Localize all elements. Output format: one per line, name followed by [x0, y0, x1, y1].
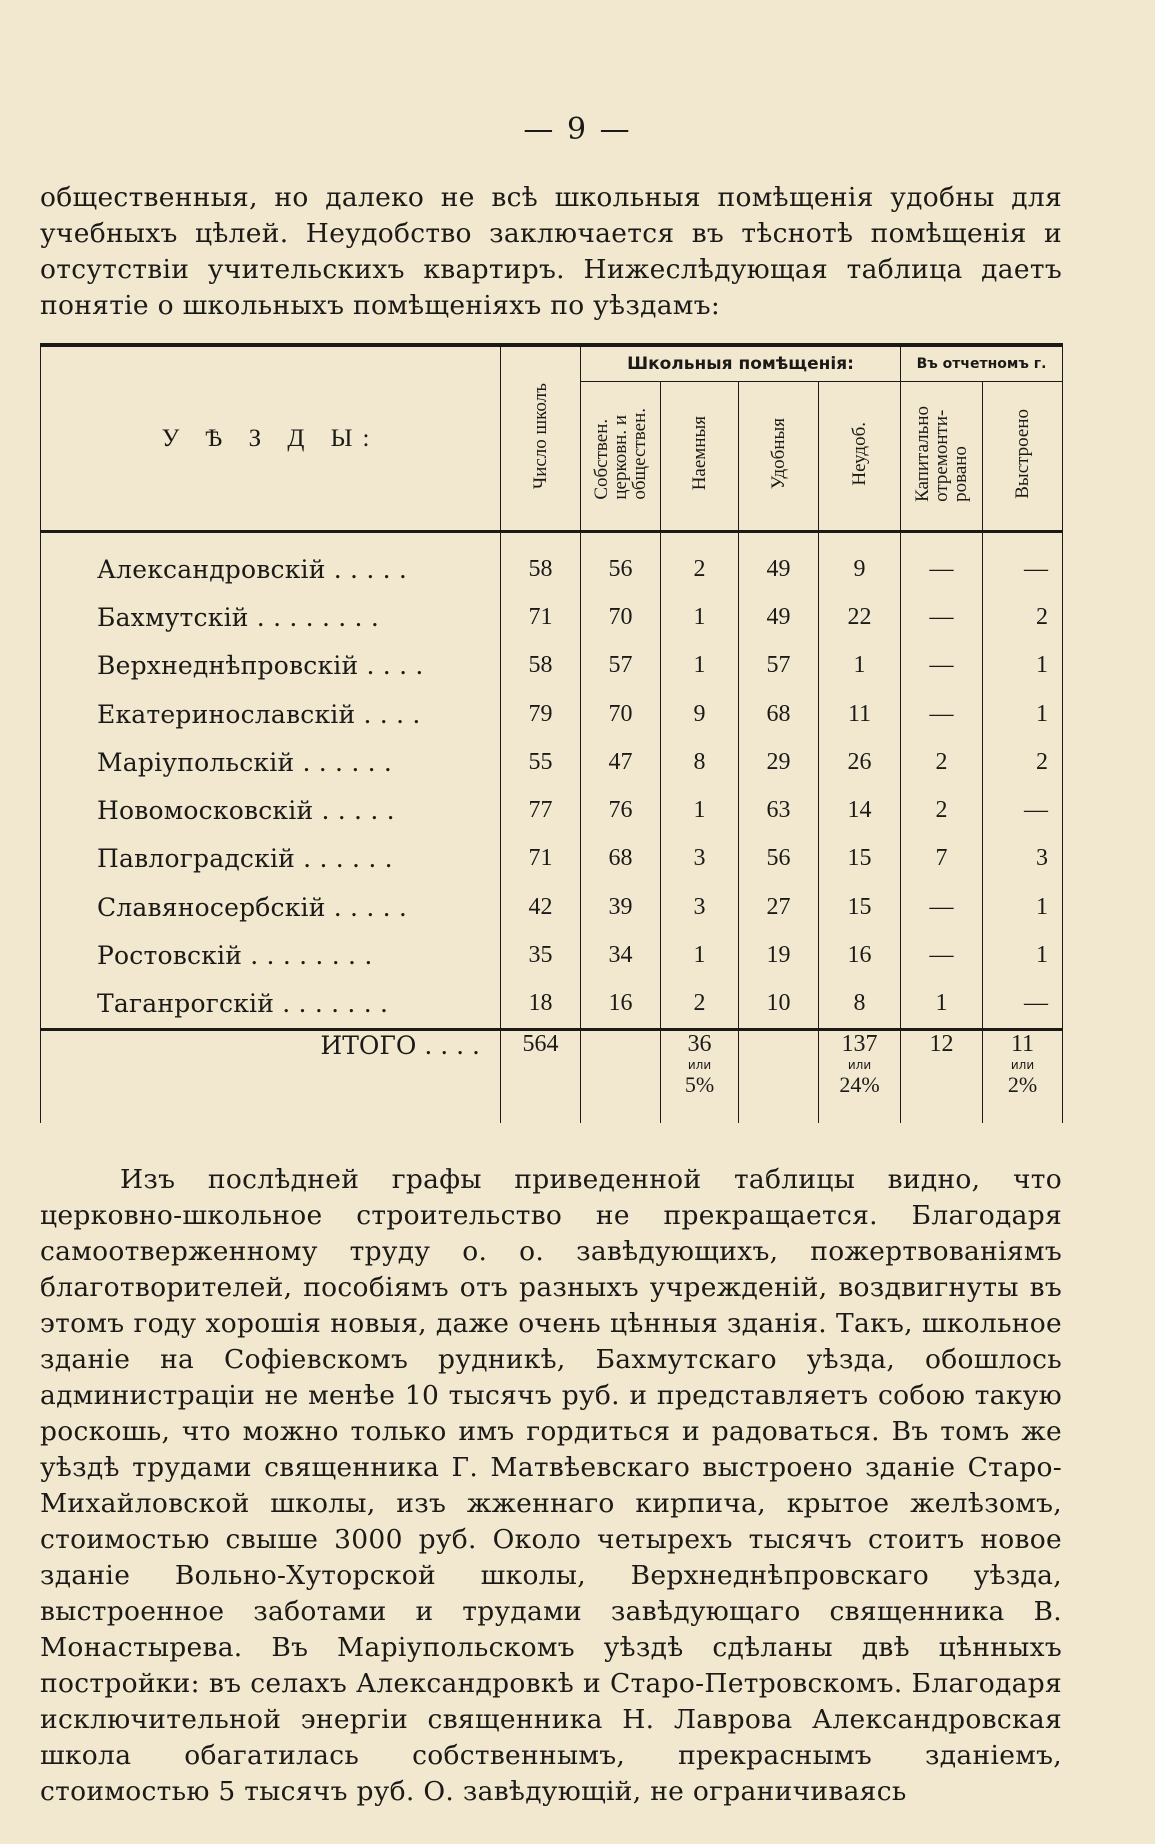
cell-repaired: — [901, 545, 983, 593]
cell-repaired: 1 [901, 980, 983, 1030]
cell-schools: 58 [501, 545, 581, 593]
header-repaired: Капитально отремонти- ровано [901, 382, 983, 532]
total-label: ИТОГО . . . . [41, 1029, 501, 1123]
cell-schools: 79 [501, 690, 581, 738]
total-row [41, 1029, 1063, 1123]
district-name: Маріупольскій . . . . . . [41, 738, 501, 786]
table-row [41, 835, 1063, 883]
cell-unsuitable: 16 [819, 931, 901, 979]
cell-unsuitable: 14 [819, 786, 901, 834]
cell-own: 57 [581, 642, 661, 690]
district-name: Верхнеднѣпровскій . . . . [41, 642, 501, 690]
cell-own: 34 [581, 931, 661, 979]
cell-repaired: — [901, 690, 983, 738]
cell-built: — [983, 545, 1063, 593]
cell-suitable: 68 [739, 690, 819, 738]
cell-own: 68 [581, 835, 661, 883]
header-built: Выстроено [983, 382, 1063, 532]
total-schools: 564 [501, 1029, 581, 1123]
table-row [41, 642, 1063, 690]
cell-built: — [983, 980, 1063, 1030]
cell-own: 16 [581, 980, 661, 1030]
header-reporting-year: Въ отчетномъ г. [901, 345, 1063, 382]
paragraph-construction: Изъ послѣдней графы приведенной таблицы видно, что церковно-школьное строительство не прекращается. Благодаря самоотверженному труду о. о. завѣдующихъ, пожертвованіямъ благотворителей, пособіямъ отъ разныхъ учрежденій, воздвигнуты въ этомъ году хорошія новыя, даже очень цѣнныя зданія. Такъ, школьное зданіе на Софіевскомъ рудникѣ, Бахмутскаго уѣзда, обошлось администраціи не менѣе 10 тысячъ руб. и представляетъ собою такую роскошь, что можно только имъ гордиться и радоваться. Въ томъ же уѣздѣ трудами священника Г. Матвѣевскаго выстроено зданіе Старо-Михайловской школы, изъ жженнаго кирпича, крытое желѣзомъ, стоимостью свыше 3000 руб. Около четырехъ тысячъ стоитъ новое зданіе Вольно-Хуторской школы, Верхнеднѣпровскаго уѣзда, выстроенное заботами и трудами завѣдующаго священника В. Монастырева. Въ Маріупольскомъ уѣздѣ сдѣланы двѣ цѣнныхъ постройки: въ селахъ Александровкѣ и Старо-Петровскомъ. Благодаря исключительной энергіи священника Н. Лаврова Александровская школа обагатилась собственнымъ, прекраснымъ зданіемъ, стоимостью 5 тысячъ руб. О. завѣдующій, не ограничиваясь [40, 1164, 1062, 1807]
header-own-premises: Собствен. церковн. и обществен. [581, 382, 661, 532]
cell-own: 70 [581, 593, 661, 641]
cell-built: 1 [983, 690, 1063, 738]
district-name: Екатеринославскій . . . . [41, 690, 501, 738]
cell-schools: 55 [501, 738, 581, 786]
cell-rented: 8 [661, 738, 739, 786]
cell-schools: 71 [501, 835, 581, 883]
cell-rented: 3 [661, 883, 739, 931]
table-row [41, 931, 1063, 979]
cell-rented: 1 [661, 786, 739, 834]
table-row [41, 593, 1063, 641]
cell-repaired: — [901, 931, 983, 979]
district-name: Ростовскій . . . . . . . . [41, 931, 501, 979]
cell-schools: 71 [501, 593, 581, 641]
cell-suitable: 27 [739, 883, 819, 931]
header-unsuitable: Неудоб. [819, 382, 901, 532]
cell-suitable: 49 [739, 593, 819, 641]
cell-built: 1 [983, 883, 1063, 931]
cell-rented: 2 [661, 980, 739, 1030]
total-built: 11 или 2% [983, 1029, 1063, 1123]
schools-table [40, 343, 1062, 1148]
header-school-count: Число школъ [501, 345, 581, 532]
cell-built: 2 [983, 593, 1063, 641]
district-name: Александровскій . . . . . [41, 545, 501, 593]
cell-suitable: 10 [739, 980, 819, 1030]
cell-repaired: — [901, 593, 983, 641]
cell-repaired: — [901, 883, 983, 931]
total-own [581, 1029, 661, 1123]
cell-built: 3 [983, 835, 1063, 883]
cell-suitable: 49 [739, 545, 819, 593]
cell-rented: 1 [661, 642, 739, 690]
cell-own: 70 [581, 690, 661, 738]
district-name: Новомосковскій . . . . . [41, 786, 501, 834]
cell-unsuitable: 15 [819, 835, 901, 883]
cell-suitable: 63 [739, 786, 819, 834]
page-number: — 9 — [523, 112, 632, 147]
paragraph-intro: общественныя, но далеко не всѣ школьныя помѣщенія удобны для учебныхъ цѣлей. Неудобство заключается въ тѣснотѣ помѣщенія и отсутствіи учительскихъ квартиръ. Нижеслѣдующая таблица даетъ понятіе о школьныхъ помѣщеніяхъ по уѣздамъ: [40, 182, 1062, 321]
cell-built: 2 [983, 738, 1063, 786]
cell-own: 76 [581, 786, 661, 834]
table-row [41, 545, 1063, 593]
table-row [41, 980, 1063, 1030]
cell-unsuitable: 8 [819, 980, 901, 1030]
cell-built: 1 [983, 642, 1063, 690]
cell-built: — [983, 786, 1063, 834]
cell-schools: 58 [501, 642, 581, 690]
district-name: Таганрогскій . . . . . . . [41, 980, 501, 1030]
cell-unsuitable: 15 [819, 883, 901, 931]
total-unsuitable: 137 или 24% [819, 1029, 901, 1123]
cell-unsuitable: 26 [819, 738, 901, 786]
cell-repaired: — [901, 642, 983, 690]
cell-rented: 1 [661, 931, 739, 979]
cell-repaired: 2 [901, 738, 983, 786]
cell-unsuitable: 11 [819, 690, 901, 738]
cell-unsuitable: 22 [819, 593, 901, 641]
total-repaired: 12 [901, 1029, 983, 1123]
cell-suitable: 19 [739, 931, 819, 979]
header-suitable: Удобныя [739, 382, 819, 532]
cell-suitable: 57 [739, 642, 819, 690]
cell-own: 56 [581, 545, 661, 593]
cell-schools: 42 [501, 883, 581, 931]
total-rented: 36 или 5% [661, 1029, 739, 1123]
header-school-premises: Школьныя помѣщенія: [581, 345, 901, 382]
cell-repaired: 7 [901, 835, 983, 883]
cell-schools: 18 [501, 980, 581, 1030]
cell-unsuitable: 9 [819, 545, 901, 593]
table-row [41, 738, 1063, 786]
cell-suitable: 29 [739, 738, 819, 786]
cell-schools: 77 [501, 786, 581, 834]
cell-own: 47 [581, 738, 661, 786]
cell-rented: 3 [661, 835, 739, 883]
cell-own: 39 [581, 883, 661, 931]
header-rented: Наемныя [661, 382, 739, 532]
total-suitable [739, 1029, 819, 1123]
district-name: Павлоградскій . . . . . . [41, 835, 501, 883]
cell-rented: 9 [661, 690, 739, 738]
cell-built: 1 [983, 931, 1063, 979]
district-name: Славяносербскій . . . . . [41, 883, 501, 931]
cell-repaired: 2 [901, 786, 983, 834]
cell-rented: 2 [661, 545, 739, 593]
cell-suitable: 56 [739, 835, 819, 883]
table-row [41, 786, 1063, 834]
table-row [41, 690, 1063, 738]
cell-unsuitable: 1 [819, 642, 901, 690]
table-row [41, 883, 1063, 931]
cell-rented: 1 [661, 593, 739, 641]
district-name: Бахмутскій . . . . . . . . [41, 593, 501, 641]
cell-schools: 35 [501, 931, 581, 979]
header-districts: У Ѣ З Д Ы: [41, 345, 501, 532]
